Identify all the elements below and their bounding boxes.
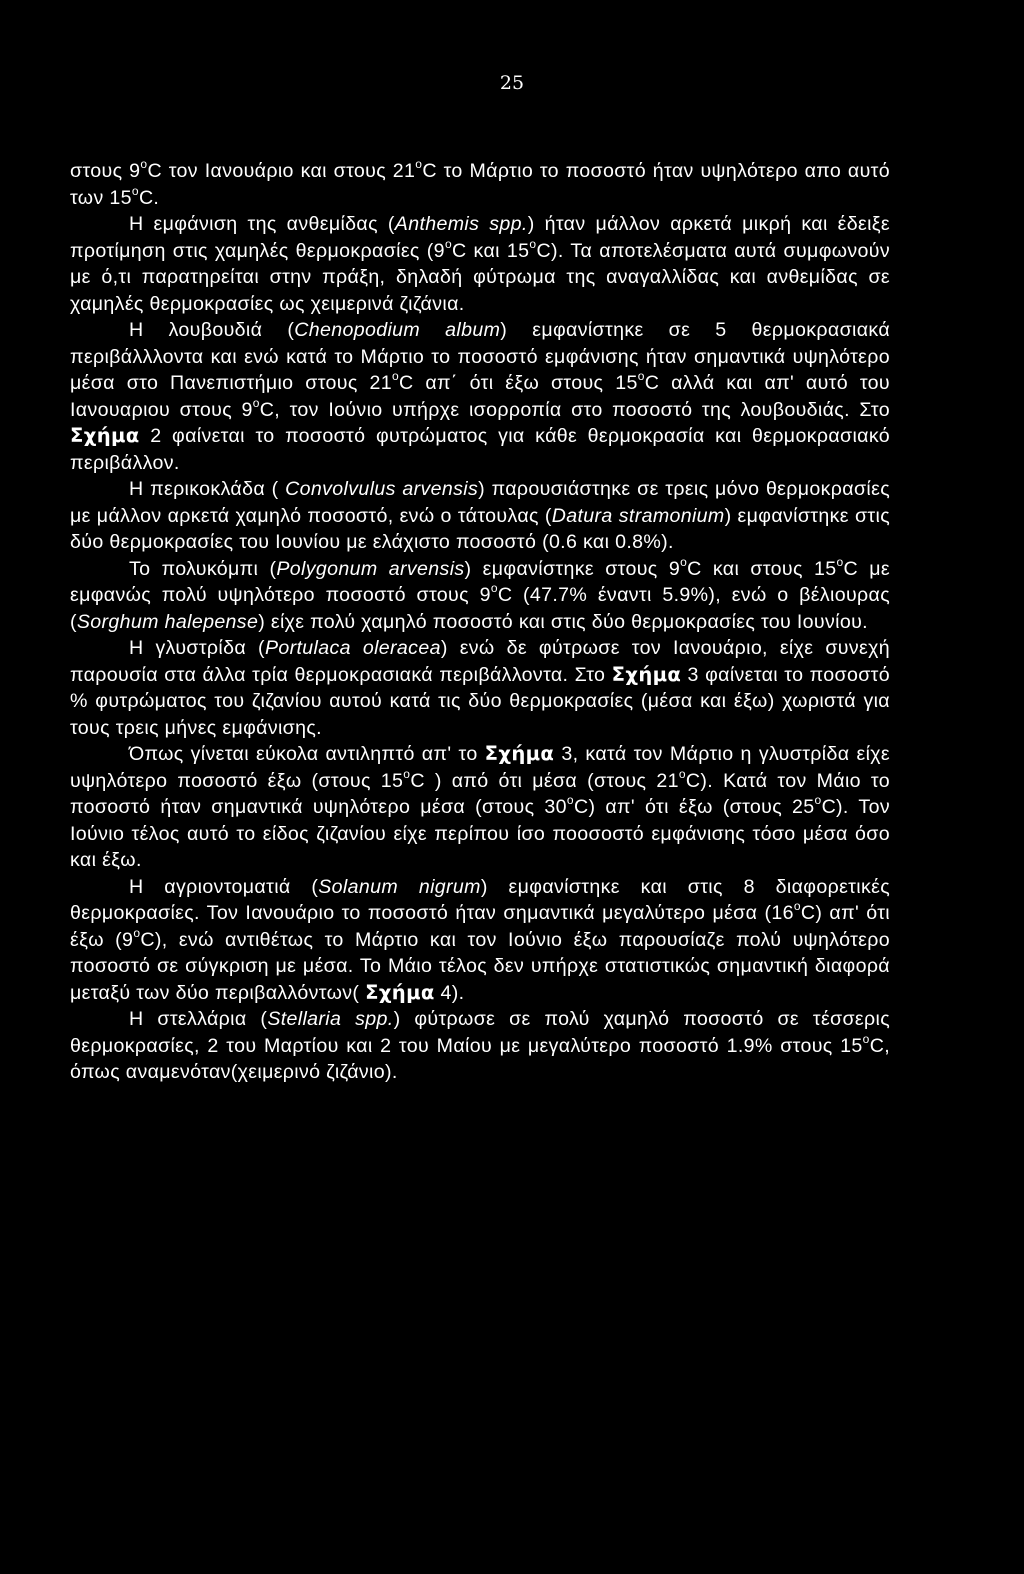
- text-run: C). Τον Ιούνιο τέλος αυτό το είδος ζιζανίου είχε περίπου ίσο ποοσοστό εμφάνισης τόσο μέσα όσο και έξω.: [70, 796, 890, 871]
- text-run: C.: [138, 186, 160, 209]
- species-name: Stellaria spp.: [267, 1008, 394, 1030]
- degree-superscript: ο: [444, 236, 452, 251]
- text-run: Το πολυκόμπι (: [129, 557, 277, 580]
- species-name: Datura stramonium: [551, 504, 725, 527]
- species-name: Chenopodium album: [294, 319, 501, 341]
- text-run: C το Μάρτιο το ποσοστό ήταν υψηλότερο απο αυτό των 15: [70, 160, 891, 209]
- text-run: C τον Ιανουάριο και στους 21: [147, 160, 416, 182]
- species-name: Solanum nigrum: [318, 875, 481, 898]
- degree-superscript: ο: [415, 157, 423, 172]
- species-name: Portulaca oleracea: [264, 637, 441, 659]
- paragraph: [70, 1006, 890, 1086]
- text-run: Η εμφάνιση της ανθεμίδας (: [129, 213, 395, 235]
- paragraph: [70, 635, 890, 741]
- degree-superscript: ο: [678, 766, 686, 781]
- figure-reference: Σχήμα: [484, 742, 555, 765]
- degree-superscript: ο: [566, 793, 574, 808]
- text-run: 3, κατά τον Μάρτιο η γλυστρίδα είχε υψηλότερο ποσοστό έξω (στους 15: [70, 743, 890, 792]
- text-run: Η περικοκλάδα (: [129, 478, 286, 500]
- text-run: ) είχε πολύ χαμηλό ποσοστό και στις δύο θερμοκρασίες του Ιουνίου.: [258, 610, 868, 633]
- text-run: C αλλά και απ' αυτό του Ιανουαριου στους 9: [70, 372, 890, 421]
- figure-reference: Σχήμα: [365, 980, 435, 1004]
- paragraph: [70, 211, 890, 317]
- paragraph: [70, 874, 890, 1007]
- species-name: Anthemis spp.: [394, 213, 528, 235]
- species-name: Convolvulus arvensis: [285, 478, 479, 500]
- degree-superscript: ο: [131, 183, 139, 198]
- text-run: C, τον Ιούνιο υπήρχε ισορροπία στο ποσοστό της λουβουδιάς. Στο: [259, 398, 890, 421]
- text-run: C και 15: [451, 239, 530, 262]
- paragraph: [70, 317, 890, 476]
- degree-superscript: ο: [814, 793, 822, 808]
- degree-superscript: ο: [252, 395, 260, 410]
- species-name: Sorghum halepense: [76, 610, 259, 633]
- paragraph: [70, 158, 890, 211]
- text-run: C απ΄ ότι έξω στους 15: [399, 372, 638, 394]
- degree-superscript: ο: [529, 236, 537, 251]
- text-run: Η λουβουδιά (: [129, 319, 295, 341]
- degree-superscript: ο: [403, 766, 411, 781]
- degree-superscript: ο: [836, 554, 844, 569]
- text-run: C) απ' ότι έξω (9: [70, 902, 890, 951]
- text-run: ) εμφανίστηκε και στις 8 διαφορετικές θερμοκρασίες. Τον Ιανουάριο το ποσοστό ήταν σημαντικά μεγαλύτερο μέσα (16: [70, 875, 890, 924]
- figure-reference: Σχήμα: [70, 424, 140, 447]
- text-run: C (47.7% έναντι 5.9%), ενώ ο βέλιουρας (: [70, 584, 890, 633]
- text-run: ) εμφανίστηκε στους 9: [464, 557, 681, 580]
- degree-superscript: ο: [391, 369, 400, 384]
- text-run: 4).: [434, 981, 465, 1004]
- text-run: ) εμφανίστηκε στις δύο θερμοκρασίες του Ιουνίου με ελάχιστο ποσοστό (0.6 και 0.8%).: [70, 504, 890, 553]
- text-run: 3 φαίνεται το ποσοστό % φυτρώματος του ζιζανίου αυτού κατά τις δύο θερμοκρασίες (μέσα και έξω) χωριστά για τους τρεις μήνες εμφάνισης.: [70, 663, 890, 739]
- text-run: ) εμφανίστηκε σε 5 θερμοκρασιακά περιβάλλλοντα και ενώ κατά το Μάρτιο το ποσοστό εμφάνισης ήταν σημαντικά υψηλότερο μέσα στο Πανεπιστήμιο στους 21: [70, 319, 890, 394]
- text-run: ) ενώ δε φύτρωσε τον Ιανουάριο, είχε συνεχή παρουσία στα άλλα τρία θερμοκρασιακά περιβάλλοντα. Στο: [70, 637, 890, 686]
- degree-superscript: ο: [490, 581, 498, 596]
- text-run: Όπως γίνεται εύκολα αντιληπτό απ' το: [129, 743, 485, 765]
- species-name: Polygonum arvensis: [276, 557, 465, 580]
- text-run: C ) από ότι μέσα (στους 21: [410, 769, 679, 792]
- paragraph: [70, 741, 890, 874]
- text-run: ) ήταν μάλλον αρκετά μικρή και έδειξε προτίμηση στις χαμηλές θερμοκρασίες (9: [70, 213, 890, 262]
- text-run: Η στελλάρια (: [129, 1008, 268, 1030]
- degree-superscript: ο: [680, 554, 688, 569]
- text-run: C, όπως αναμενόταν(χειμερινό ζιζάνιο).: [70, 1034, 890, 1083]
- paragraph: [70, 476, 890, 556]
- degree-superscript: ο: [133, 925, 141, 940]
- text-run: C) απ' ότι έξω (στους 25: [573, 796, 815, 818]
- degree-superscript: ο: [637, 369, 645, 384]
- page-number: 25: [499, 72, 525, 94]
- text-run: C). Τα αποτελέσματα αυτά συμφωνούν με ό,τι παρατηρείται στην πράξη, δηλαδή φύτρωμα της αναγαλλίδας και ανθεμίδας σε χαμηλές θερμοκρασίες ως χειμερινά ζιζάνια.: [70, 239, 891, 315]
- text-run: ) παρουσιάστηκε σε τρεις μόνο θερμοκρασίες με μάλλον αρκετά χαμηλό ποσοστό, ενώ ο τάτουλας (: [70, 478, 890, 527]
- text-run: 2 φαίνεται το ποσοστό φυτρώματος για κάθε θερμοκρασία και θερμοκρασιακό περιβάλλον.: [70, 425, 890, 474]
- body-text: [70, 158, 890, 1086]
- text-run: C). Κατά τον Μάιο το ποσοστό ήταν σημαντικά υψηλότερο μέσα (στους 30: [70, 769, 890, 818]
- text-run: ) φύτρωσε σε πολύ χαμηλό ποσοστό σε τέσσερις θερμοκρασίες, 2 του Μαρτίου και 2 του Μαίου με μεγαλύτερο ποσοστό 1.9% στους 15: [70, 1008, 890, 1057]
- text-run: C και στους 15: [687, 557, 837, 580]
- text-run: C), ενώ αντιθέτως το Μάρτιο και τον Ιούνιο έξω παρουσίαζε πολύ υψηλότερο ποσοστό σε σύγκριση με μέσα. Το Μάιο τέλος δεν υπήρχε στατιστικώς σημαντική διαφορά μεταξύ των δύο περιβαλλόντων(: [70, 928, 890, 1004]
- degree-superscript: ο: [140, 157, 148, 172]
- text-run: C με εμφανώς πολύ υψηλότερο ποσοστό στους 9: [70, 557, 890, 606]
- paragraph: [70, 556, 890, 636]
- figure-reference: Σχήμα: [611, 662, 682, 686]
- degree-superscript: ο: [862, 1031, 870, 1046]
- text-run: Η αγριοντοματιά (: [129, 875, 319, 898]
- text-run: Η γλυστρίδα (: [129, 637, 265, 659]
- degree-superscript: ο: [793, 899, 801, 914]
- text-run: στους 9: [70, 160, 141, 182]
